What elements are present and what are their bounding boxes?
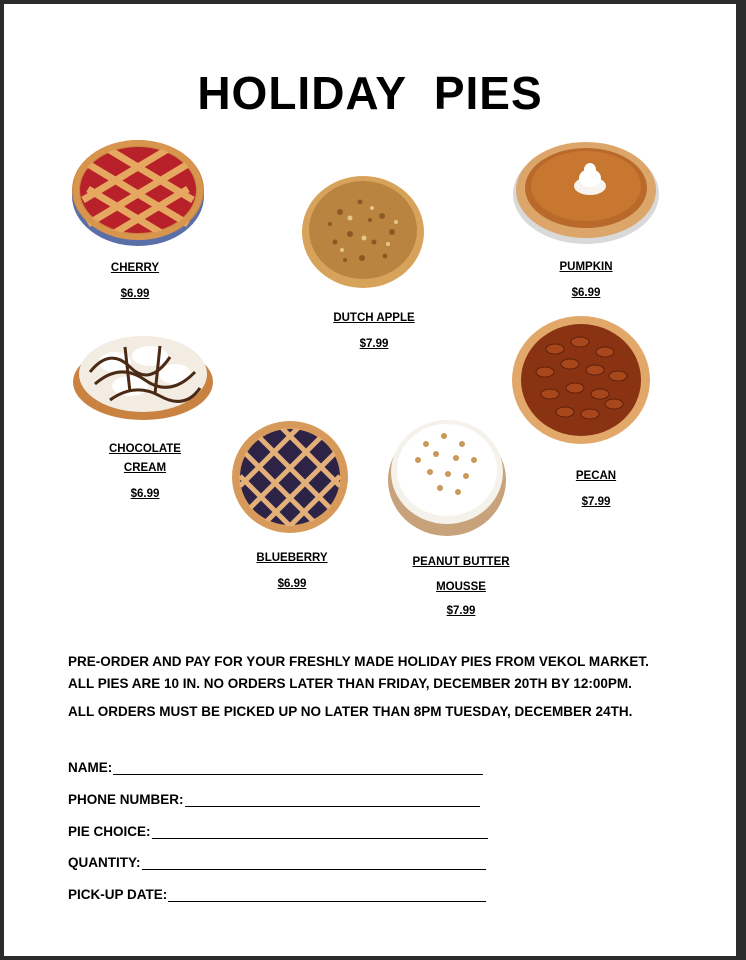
quantity-field[interactable] xyxy=(68,855,486,870)
flyer-page xyxy=(4,4,736,956)
pumpkin-price: $6.99 xyxy=(571,287,601,299)
dutch-apple-price: $7.99 xyxy=(359,338,389,350)
pickup-date-label: PICK-UP DATE: xyxy=(68,887,168,902)
pie-choice-line[interactable] xyxy=(152,824,488,839)
dutch-apple-pie-icon xyxy=(300,172,426,290)
peanut-butter-mousse-pie-icon xyxy=(386,414,508,538)
blueberry-name: BLUEBERRY xyxy=(256,552,328,564)
chocolate-cream-pie-icon xyxy=(70,322,216,424)
pumpkin-pie-icon xyxy=(510,134,662,248)
cherry-name: CHERRY xyxy=(110,262,160,274)
pumpkin-name: PUMPKIN xyxy=(559,261,613,273)
quantity-line[interactable] xyxy=(142,855,486,870)
dutch-apple-name: DUTCH APPLE xyxy=(333,312,415,324)
name-field[interactable] xyxy=(68,760,483,775)
phone-number-line[interactable] xyxy=(185,792,480,807)
page-title: HOLIDAY PIES xyxy=(197,67,543,119)
pickup-date-field[interactable] xyxy=(68,887,486,902)
notice-line-3: ALL ORDERS MUST BE PICKED UP NO LATER THAN 8PM TUESDAY, DECEMBER 24TH. xyxy=(68,704,633,719)
phone-number-label: PHONE NUMBER: xyxy=(68,792,184,807)
peanut-butter-mousse-price: $7.99 xyxy=(446,605,476,617)
pie-choice-field[interactable] xyxy=(68,824,488,839)
cherry-price: $6.99 xyxy=(120,288,150,300)
pie-choice-label: PIE CHOICE: xyxy=(68,824,151,839)
cherry-pie-icon xyxy=(68,134,208,252)
pecan-price: $7.99 xyxy=(581,496,611,508)
phone-number-field[interactable] xyxy=(68,792,480,807)
pickup-date-line[interactable] xyxy=(168,887,486,902)
quantity-label: QUANTITY: xyxy=(68,855,141,870)
notice-line-1: PRE-ORDER AND PAY FOR YOUR FRESHLY MADE HOLIDAY PIES FROM VEKOL MARKET. xyxy=(68,654,649,669)
chocolate-cream-name-line1: CHOCOLATE xyxy=(109,443,181,455)
name-label: NAME: xyxy=(68,760,113,775)
pecan-pie-icon xyxy=(510,314,652,446)
blueberry-price: $6.99 xyxy=(277,578,307,590)
name-line[interactable] xyxy=(113,760,483,775)
peanut-butter-mousse-name-line2: MOUSSE xyxy=(436,581,486,593)
peanut-butter-mousse-name-line1: PEANUT BUTTER xyxy=(412,556,510,568)
blueberry-pie-icon xyxy=(230,418,350,536)
chocolate-cream-name-line2: CREAM xyxy=(123,462,167,474)
pecan-name: PECAN xyxy=(575,470,617,482)
chocolate-cream-price: $6.99 xyxy=(130,488,160,500)
notice-line-2: ALL PIES ARE 10 IN. NO ORDERS LATER THAN FRIDAY, DECEMBER 20TH BY 12:00PM. xyxy=(68,676,632,691)
